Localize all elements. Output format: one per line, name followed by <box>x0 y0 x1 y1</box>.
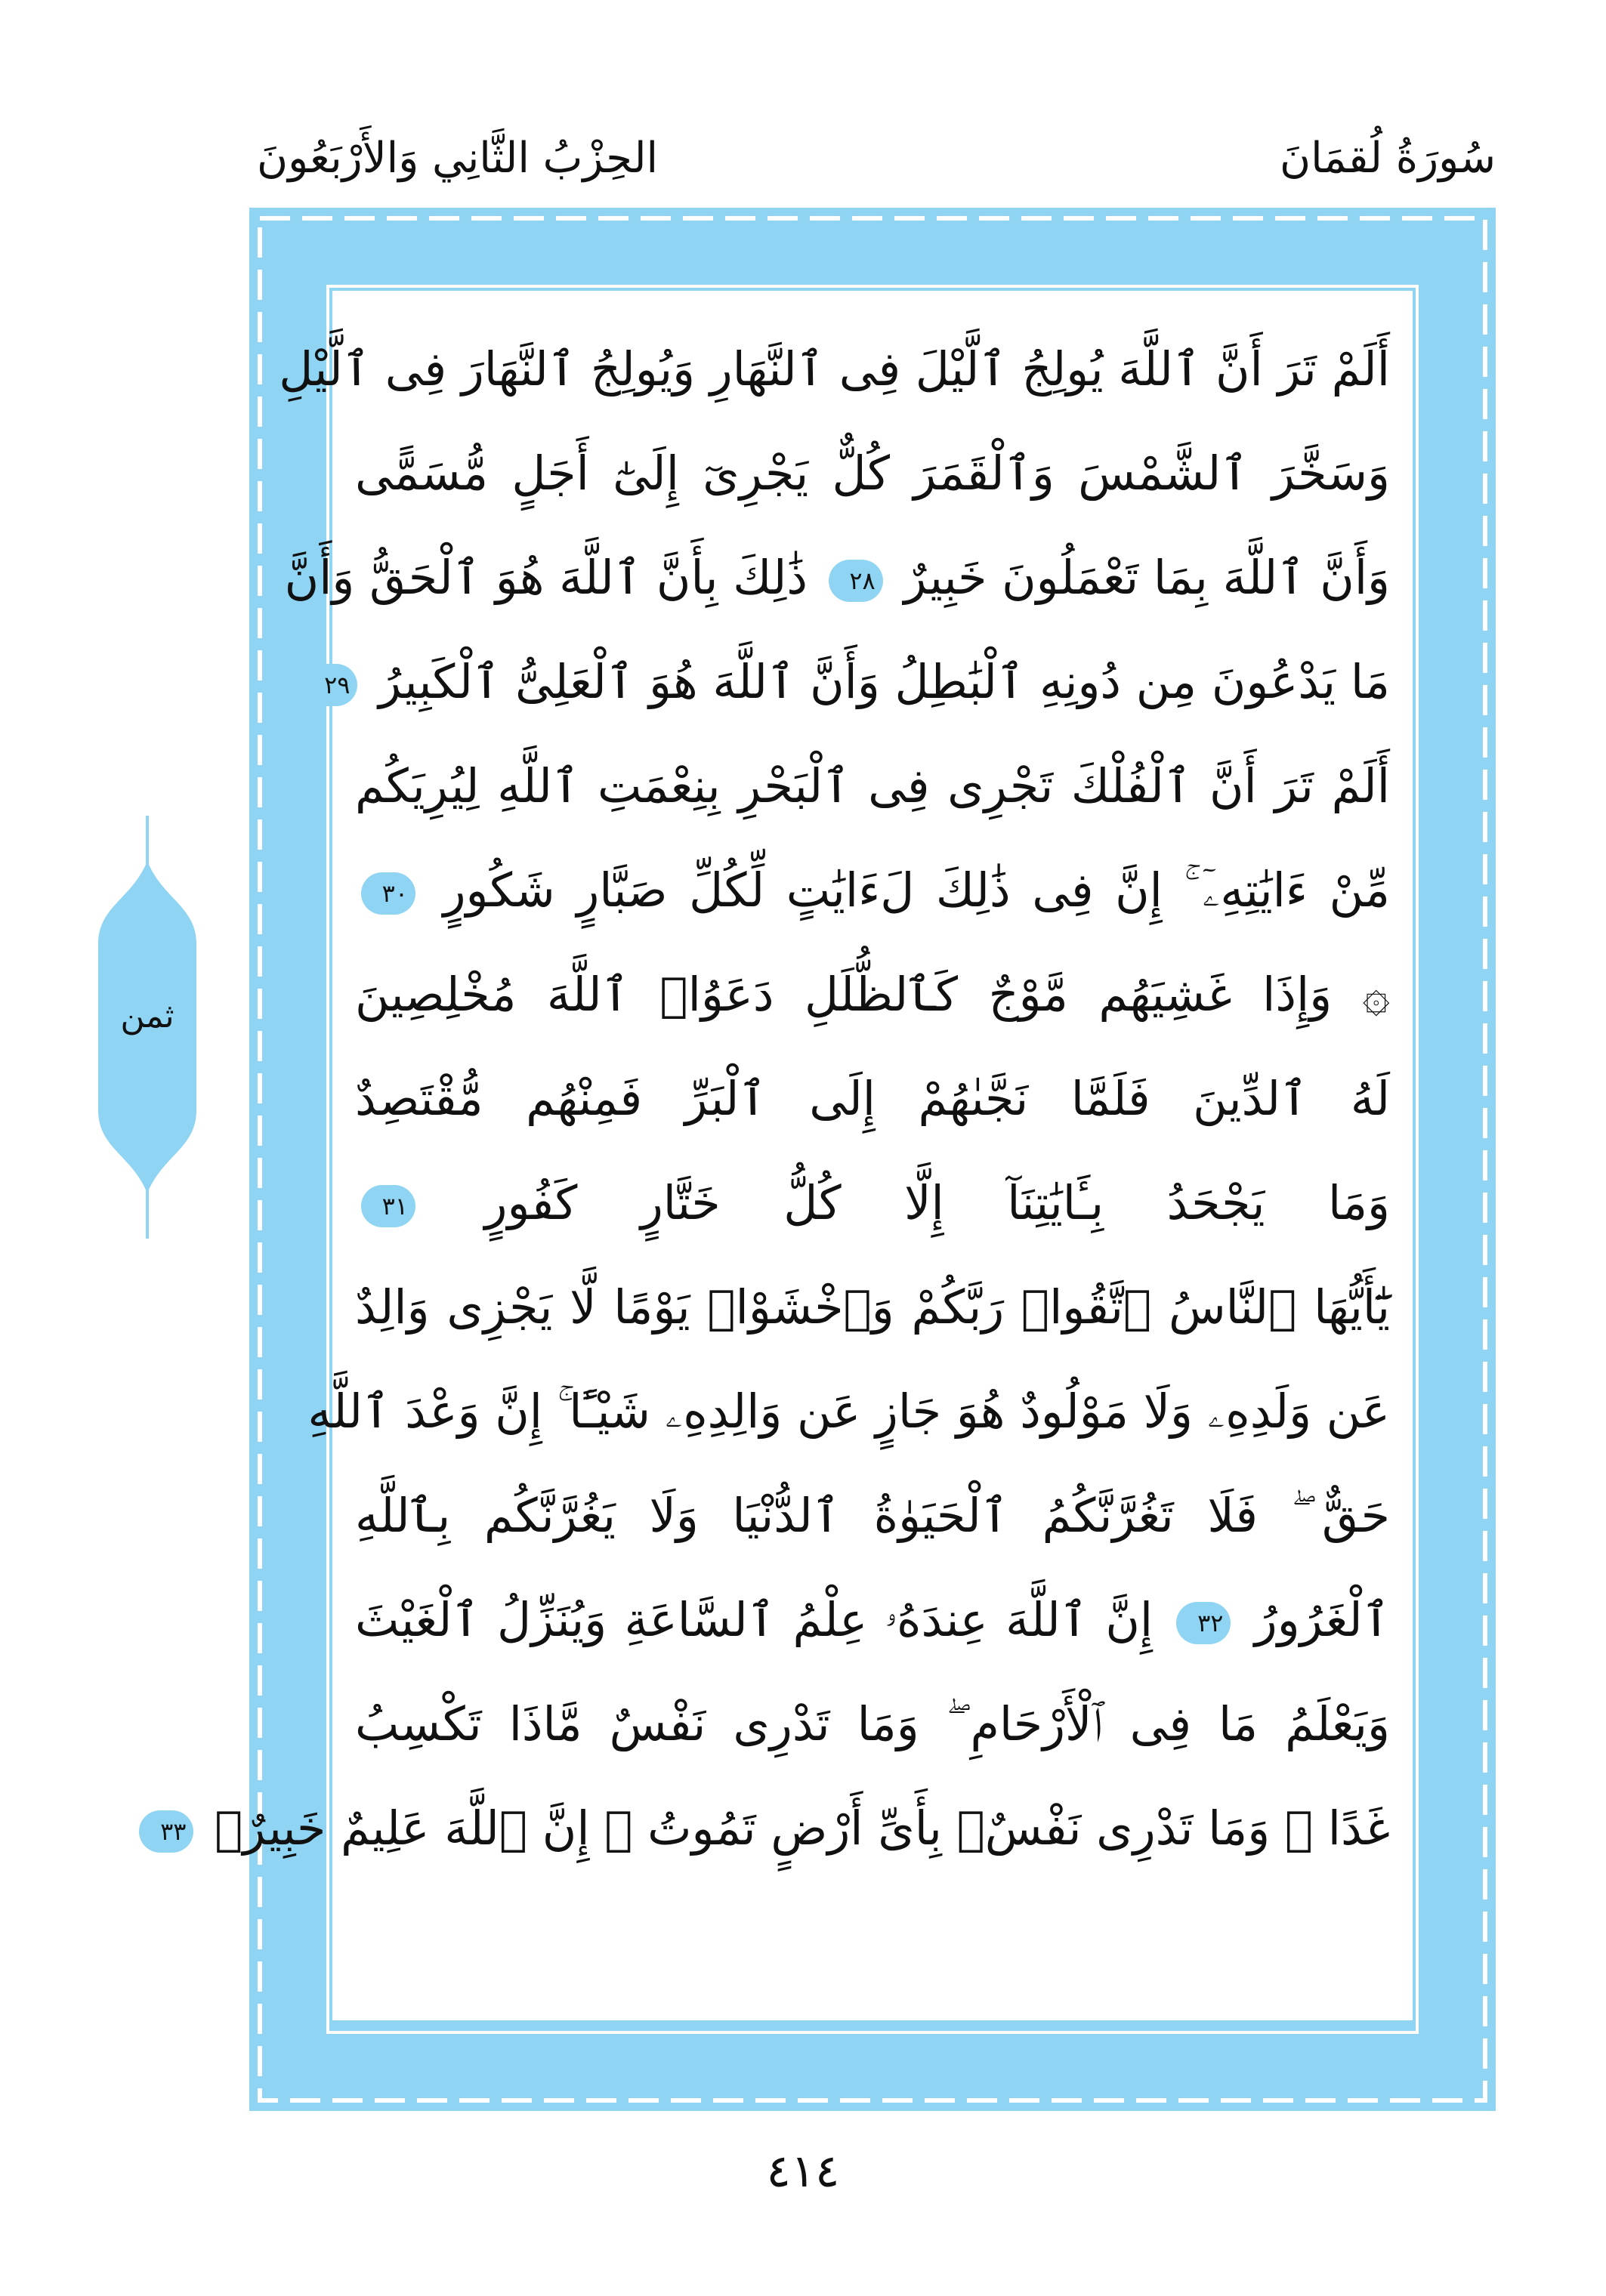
text-line: عَن وَلَدِهِۦ وَلَا مَوْلُودٌ هُوَ جَازٍ عَن وَالِدِهِۦ شَيْـًٔا ۚ إِنَّ وَعْدَ ٱللَّهِ <box>307 1384 1390 1439</box>
thumn-label: ثمن <box>120 997 174 1035</box>
text-line: حَقٌّ ۖ فَلَا تَغُرَّنَّكُمُ ٱلْحَيَوٰةُ ٱلدُّنْيَا وَلَا يَغُرَّنَّكُم بِٱللَّهِ <box>355 1488 1390 1543</box>
thumn-marker <box>91 816 204 1239</box>
text-line: ۞ وَإِذَا غَشِيَهُم مَّوْجٌ كَٱلظُّلَلِ دَعَوُا۟ ٱللَّهَ مُخْلِصِينَ <box>355 967 1390 1022</box>
ayah-number-marker: ٣٠ <box>361 872 415 915</box>
text-line: وَأَنَّ ٱللَّهَ بِمَا تَعْمَلُونَ خَبِيرٌ ٢٨ ذَٰلِكَ بِأَنَّ ٱللَّهَ هُوَ ٱلْحَقُّ وَأَنَّ <box>284 550 1390 605</box>
hizb-label: الحِزْبُ الثَّانِي وَالأَرْبَعُونَ <box>257 134 659 183</box>
page-header <box>257 113 1496 204</box>
text-line: لَهُ ٱلدِّينَ فَلَمَّا نَجَّىٰهُمْ إِلَى ٱلْبَرِّ فَمِنْهُم مُّقْتَصِدٌ <box>355 1071 1390 1126</box>
text-line: وَمَا يَجْحَدُ بِـَٔايَٰتِنَآ إِلَّا كُلُّ خَتَّارٍ كَفُورٍ ٣١ <box>355 1151 1390 1255</box>
ayah-number-marker: ٣٢ <box>1176 1602 1231 1644</box>
ayah-number-marker: ٢٨ <box>829 560 883 602</box>
page-number: ٤١٤ <box>766 2145 840 2198</box>
ayah-number-marker: ٣٣ <box>139 1810 193 1853</box>
quran-text-block <box>160 317 1390 1994</box>
ayah-number-marker: ٣١ <box>361 1185 415 1227</box>
text-line: أَلَمْ تَرَ أَنَّ ٱلْفُلْكَ تَجْرِى فِى ٱلْبَحْرِ بِنِعْمَتِ ٱللَّهِ لِيُرِيَكُم <box>355 758 1390 813</box>
text-line: غَدًا ۖ وَمَا تَدْرِى نَفْسٌۢ بِأَىِّ أَرْضٍ تَمُوتُ ۚ إِنَّ ٱللَّهَ عَلِيمٌ خَبِيرٌۢ ٣٣ <box>355 1776 1390 1881</box>
text-line: وَسَخَّرَ ٱلشَّمْسَ وَٱلْقَمَرَ كُلٌّ يَجْرِىٓ إِلَىٰٓ أَجَلٍ مُّسَمًّى <box>355 446 1390 501</box>
text-line: أَلَمْ تَرَ أَنَّ ٱللَّهَ يُولِجُ ٱلَّيْلَ فِى ٱلنَّهَارِ وَيُولِجُ ٱلنَّهَارَ فِى ٱلَّيْلِ <box>279 341 1390 397</box>
text-line: مِّنْ ءَايَٰتِهِۦٓ ۚ إِنَّ فِى ذَٰلِكَ لَءَايَٰتٍ لِّكُلِّ صَبَّارٍ شَكُورٍ ٣٠ <box>355 838 1390 943</box>
text-line: وَيَعْلَمُ مَا فِى ٱلْأَرْحَامِ ۖ وَمَا تَدْرِى نَفْسٌ مَّاذَا تَكْسِبُ <box>355 1696 1390 1751</box>
text-line: مَا يَدْعُونَ مِن دُونِهِ ٱلْبَٰطِلُ وَأَنَّ ٱللَّهَ هُوَ ٱلْعَلِىُّ ٱلْكَبِيرُ ٢٩ <box>355 630 1390 734</box>
surah-title: سُورَةُ لُقمَانَ <box>1280 134 1496 183</box>
text-line: يَٰٓأَيُّهَا ٱلنَّاسُ ٱتَّقُوا۟ رَبَّكُمْ وَٱخْشَوْا۟ يَوْمًا لَّا يَجْزِى وَالِدٌ <box>355 1279 1390 1335</box>
ayah-number-marker: ٢٩ <box>303 664 357 706</box>
text-line: ٱلْغَرُورُ ٣٢ إِنَّ ٱللَّهَ عِندَهُۥ عِلْمُ ٱلسَّاعَةِ وَيُنَزِّلُ ٱلْغَيْثَ <box>355 1592 1390 1647</box>
